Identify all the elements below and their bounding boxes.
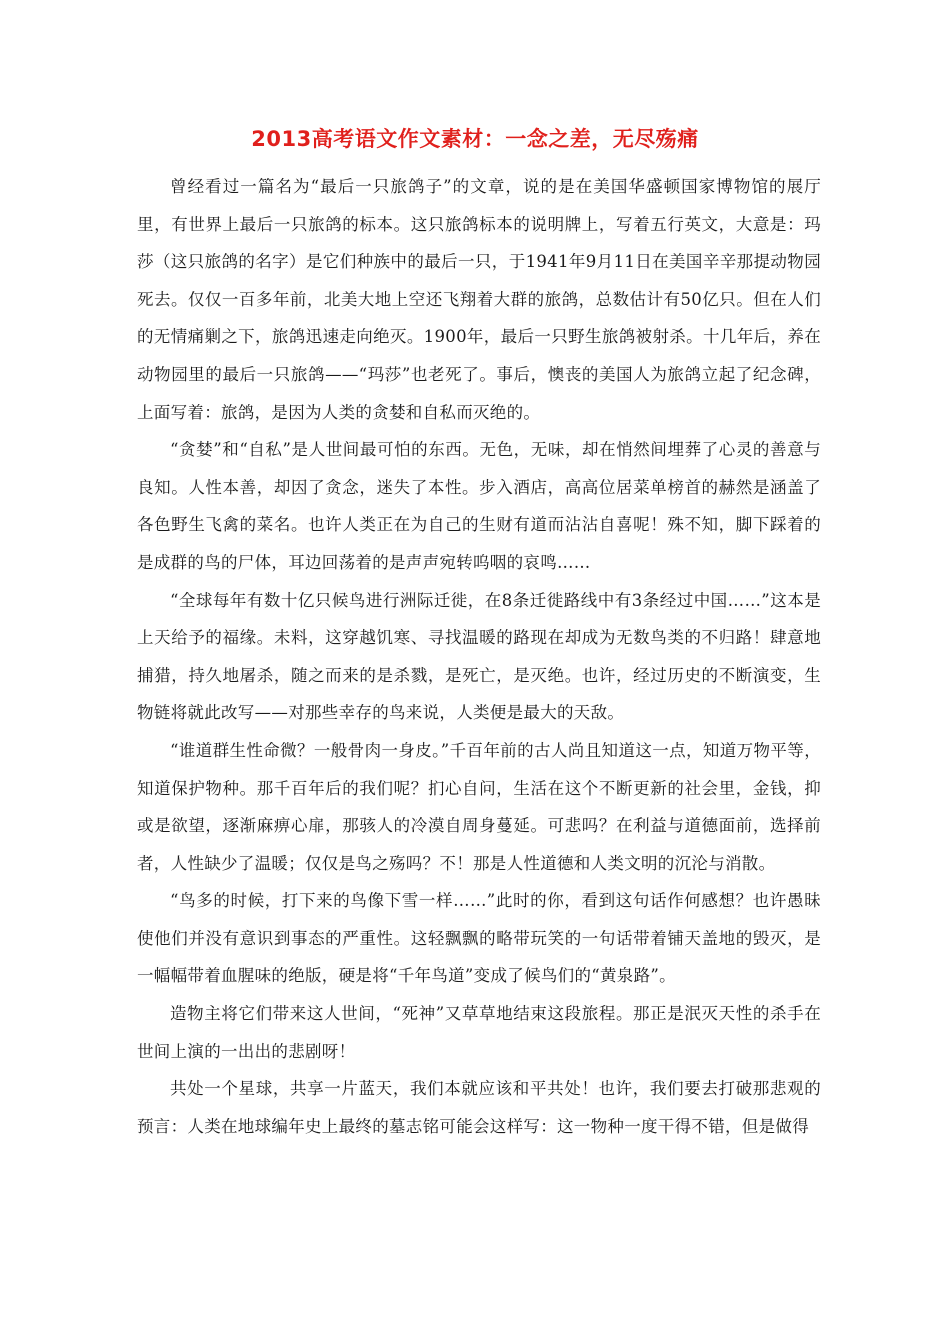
paragraph-7: 共处一个星球，共享一片蓝天，我们本就应该和平共处！也许，我们要去打破那悲观的预言：人类在地球编年史上最终的墓志铭可能会这样写：这一物种一度干得不错，但是做得 — [137, 1079, 821, 1136]
paragraph-1: 曾经看过一篇名为“最后一只旅鸽子”的文章，说的是在美国华盛顿国家博物馆的展厅里，有世界上最后一只旅鸽的标本。这只旅鸽标本的说明牌上，写着五行英文，大意是：玛莎（这只旅鸽的名字）是它们种族中的最后一只，于1941年9月11日在美国辛辛那提动物园死去。仅仅一百多年前，北美大地上空还飞翔着大群的旅鸽，总数估计有50亿只。但在人们的无情痛剿之下，旅鸽迅速走向绝灭。1900年，最后一只野生旅鸽被射杀。十几年后，养在动物园里的最后一只旅鸽——“玛莎”也老死了。事后，懊丧的美国人为旅鸽立起了纪念碑，上面写着：旅鸽，是因为人类的贪婪和自私而灭绝的。 — [137, 177, 821, 422]
paragraph-5: “鸟多的时候，打下来的鸟像下雪一样……”此时的你，看到这句话作何感想？也许愚昧使他们并没有意识到事态的严重性。这轻飘飘的略带玩笑的一句话带着铺天盖地的毁灭，是一幅幅带着血腥味的绝版，硬是将“千年鸟道”变成了候鸟们的“黄泉路”。 — [137, 891, 821, 986]
paragraph-2: “贪婪”和“自私”是人世间最可怕的东西。无色，无味，却在悄然间埋葬了心灵的善意与良知。人性本善，却因了贪念，迷失了本性。步入酒店，高高位居菜单榜首的赫然是涵盖了各色野生飞禽的菜名。也许人类正在为自己的生财有道而沾沾自喜呢！殊不知，脚下踩着的是成群的鸟的尸体，耳边回荡着的是声声宛转呜咽的哀鸣…… — [137, 440, 821, 572]
page-title: 2013高考语文作文素材：一念之差，无尽殇痛 — [251, 127, 699, 151]
paragraph-6: 造物主将它们带来这人世间，“死神”又草草地结束这段旅程。那正是泯灭天性的杀手在世间上演的一出出的悲剧呀！ — [137, 1004, 821, 1061]
article-body — [137, 168, 821, 1145]
paragraph-3: “全球每年有数十亿只候鸟进行洲际迁徙，在8条迁徙路线中有3条经过中国……”这本是上天给予的福缘。未料，这穿越饥寒、寻找温暖的路现在却成为无数鸟类的不归路！肆意地捕猎，持久地屠杀，随之而来的是杀戮，是死亡，是灭绝。也许，经过历史的不断演变，生物链将就此改写——对那些幸存的鸟来说，人类便是最大的天敌。 — [137, 590, 821, 723]
paragraph-4: “谁道群生性命微？一般骨肉一身皮。”千百年前的古人尚且知道这一点，知道万物平等，知道保护物种。那千百年后的我们呢？扪心自问，生活在这个不断更新的社会里，金钱，抑或是欲望，逐渐麻痹心扉，那骇人的冷漠自周身蔓延。可悲吗？在利益与道德面前，选择前者，人性缺少了温暖；仅仅是鸟之殇吗？不！那是人性道德和人类文明的沉沦与消散。 — [137, 740, 821, 873]
